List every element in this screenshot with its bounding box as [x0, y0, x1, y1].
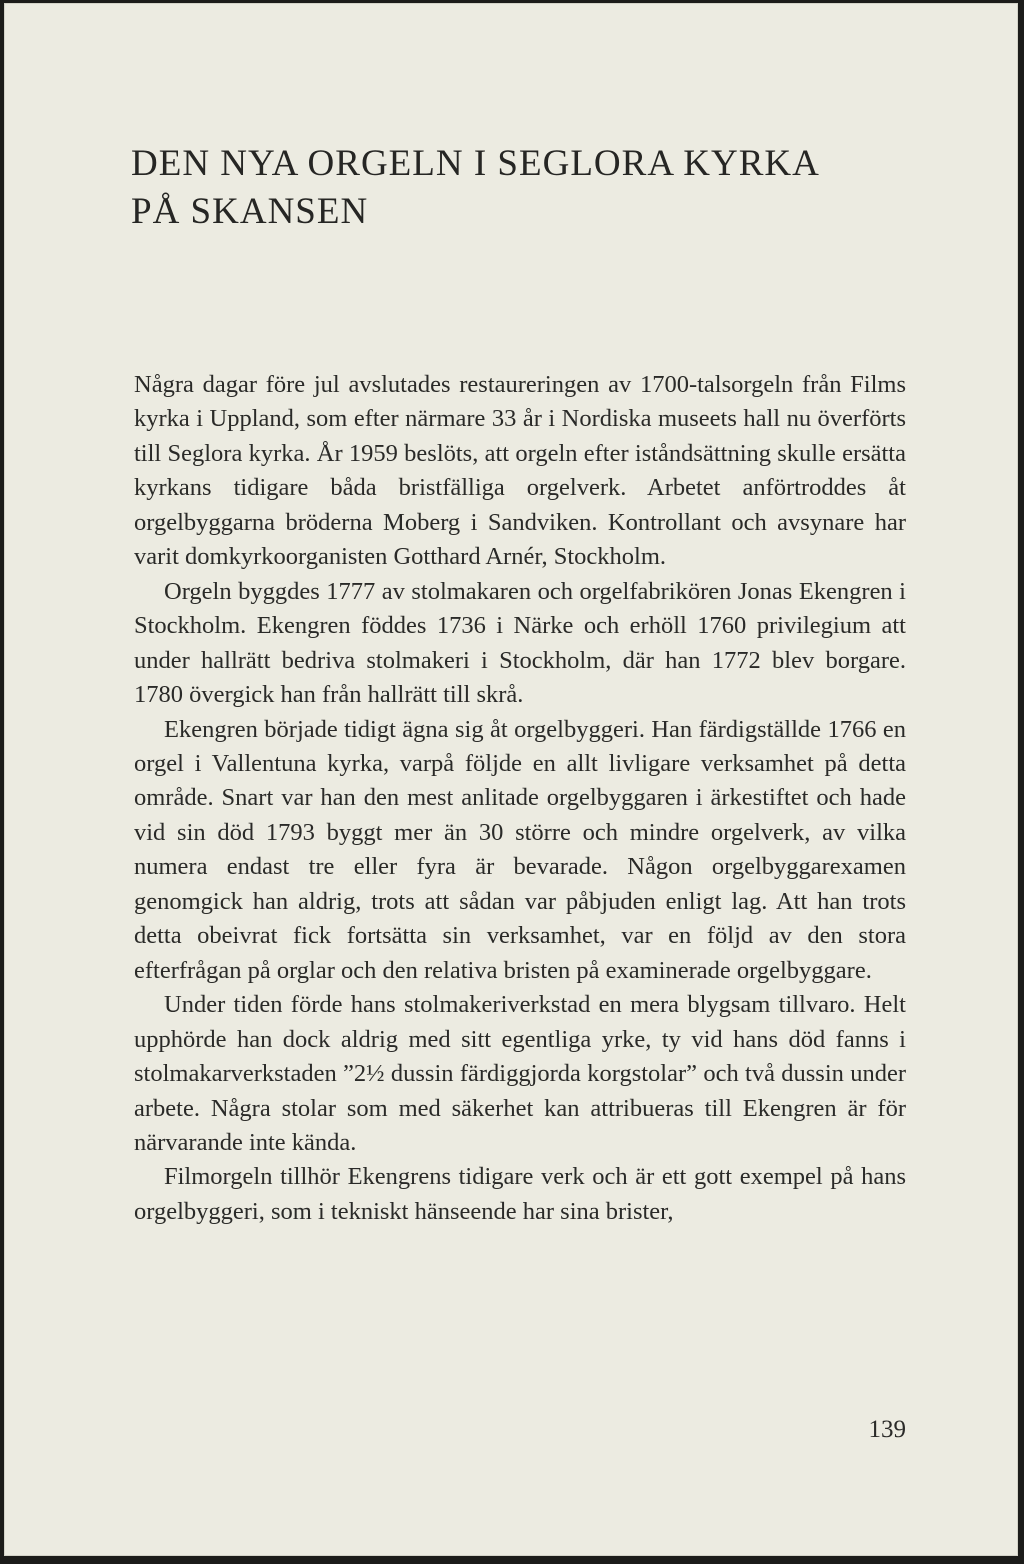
paragraph-2: Orgeln byggdes 1777 av stolmakaren och orgelfabrikören Jonas Ekengren i Stockholm. Ekengren föddes 1736 i Närke och erhöll 1760 privilegium att under hallrätt bedriva stolmakeri i Stockholm, där han 1772 blev borgare. 1780 övergick han från hallrätt till skrå.	[134, 577, 906, 709]
paragraph-4: Under tiden förde hans stolmakeriverkstad en mera blygsam tillvaro. Helt upphörde han dock aldrig med sitt egentliga yrke, ty vid hans död fanns i stolmakarverkstaden ”2½ dussin färdiggjorda korgstolar” och två dussin under arbete. Några stolar som med säkerhet kan attribueras till Ekengren är för närvarande inte kända.	[134, 991, 906, 1156]
paragraph-5: Filmorgeln tillhör Ekengrens tidigare verk och är ett gott exempel på hans orgelbyggeri, som i tekniskt hänseende har sina brister,	[134, 1163, 906, 1225]
article-title-line-1: DEN NYA ORGELN I SEGLORA KYRKA	[131, 143, 820, 184]
paragraph-3: Ekengren började tidigt ägna sig åt orgelbyggeri. Han färdigställde 1766 en orgel i Vallentuna kyrka, varpå följde en allt livligare verksamhet på detta område. Snart var han den mest anlitade orgelbyggaren i ärkestiftet och hade vid sin död 1793 byggt mer än 30 större och mindre orgelverk, av vilka numera endast tre eller fyra är bevarade. Någon orgelbyggarexamen genomgick han aldrig, trots att sådan var påbjuden enligt lag. Att han trots detta obeivrat fick fortsätta sin verksamhet, var en följd av den stora efterfrågan på orglar och den relativa bristen på examinerade orgelbyggare.	[134, 715, 906, 984]
page-number: 139	[868, 1416, 906, 1443]
article-title	[131, 140, 891, 236]
book-page	[4, 3, 1018, 1556]
article-body	[134, 368, 906, 1229]
paragraph-1: Några dagar före jul avslutades restaureringen av 1700-talsorgeln från Films kyrka i Uppland, som efter närmare 33 år i Nordiska museets hall nu överförts till Seglora kyrka. År 1959 beslöts, att orgeln efter iståndsättning skulle ersätta kyrkans tidigare båda bristfälliga orgelverk. Arbetet anförtroddes åt orgelbyggarna bröderna Moberg i Sandviken. Kontrollant och avsynare har varit domkyrkoorganisten Gotthard Arnér, Stockholm.	[134, 371, 906, 571]
article-title-line-2: PÅ SKANSEN	[131, 191, 369, 232]
